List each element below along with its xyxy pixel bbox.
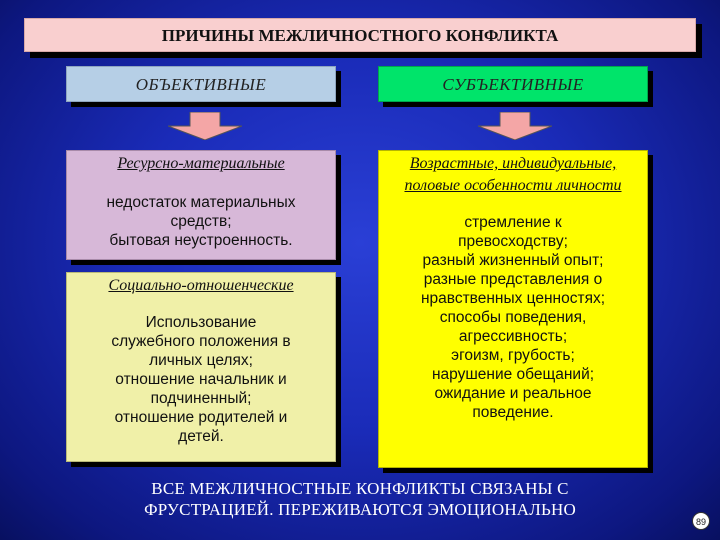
footer-line1: ВСЕ МЕЖЛИЧНОСТНЫЕ КОНФЛИКТЫ СВЯЗАНЫ С: [151, 479, 569, 498]
panel-text: Использование служебного положения в личных целях; отношение начальник и подчиненный; отношение родителей и детей.: [111, 314, 291, 445]
category-objective: ОБЪЕКТИВНЫЕ: [66, 66, 336, 102]
panel-heading-line1: Возрастные, индивидуальные,: [409, 155, 617, 172]
panel-heading-line2: половые особенности личности: [404, 177, 622, 194]
slide-title: ПРИЧИНЫ МЕЖЛИЧНОСТНОГО КОНФЛИКТА: [24, 18, 696, 52]
panel-personal-features: [378, 150, 648, 468]
panel-text: стремление к превосходству; разный жизненный опыт; разные представления о нравственных ценностях; способы поведения, агрессивность; эгоизм, грубость; нарушение обещаний; ожидание и реальное поведение.: [420, 214, 606, 421]
panel-text: недостаток материальных средств; бытовая неустроенность.: [106, 194, 296, 249]
panel-heading: Ресурсно-материальные: [117, 155, 285, 172]
panel-social-relational: [66, 272, 336, 462]
down-arrow-icon-right: [478, 112, 552, 140]
footer-line2: ФРУСТРАЦИЕЙ. ПЕРЕЖИВАЮТСЯ ЭМОЦИОНАЛЬНО: [144, 500, 576, 519]
down-arrow-icon-left: [168, 112, 242, 140]
panel-heading: Социально-отношенческие: [108, 277, 294, 294]
panel-resource-material: [66, 150, 336, 260]
page-number-badge: 89: [692, 512, 710, 530]
category-subjective: СУБЪЕКТИВНЫЕ: [378, 66, 648, 102]
footer-statement: [40, 478, 680, 520]
